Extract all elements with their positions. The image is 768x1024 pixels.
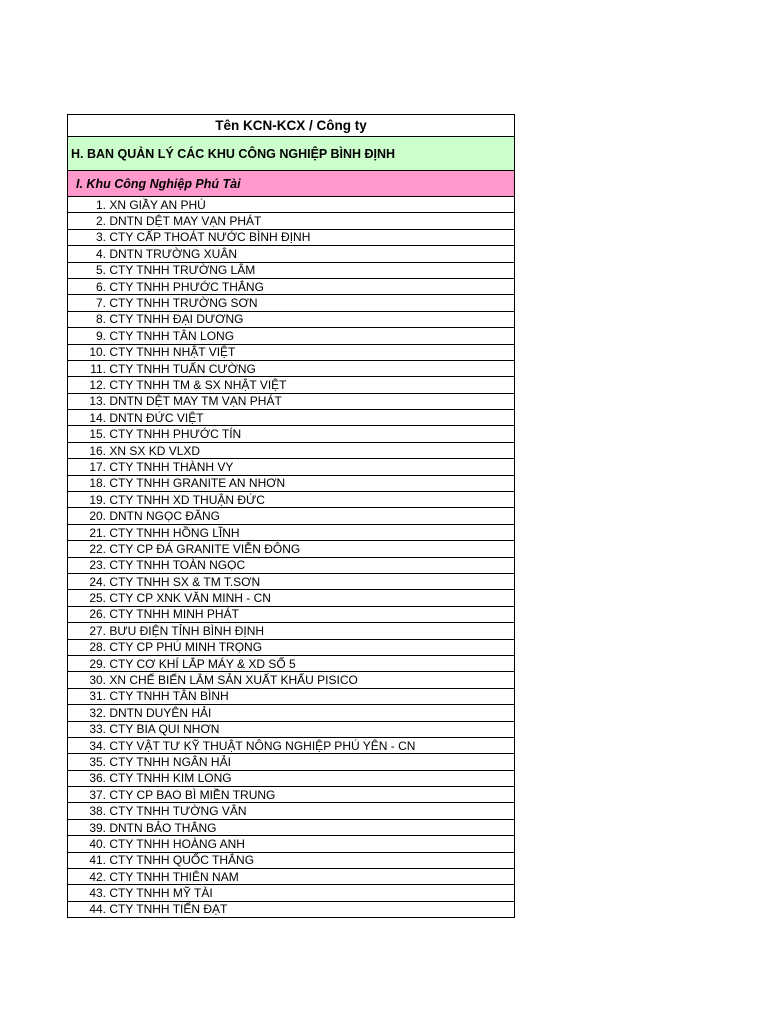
row-number: 22. (89, 541, 106, 556)
table-row (68, 590, 515, 606)
table-row (68, 754, 515, 770)
company-name: CTY CP PHÚ MINH TRỌNG (109, 640, 263, 655)
row-number: 11. (90, 361, 106, 376)
table-row (68, 672, 515, 688)
row-number: 1. (95, 197, 106, 212)
row-number: 18. (89, 476, 106, 491)
row-number: 23. (89, 558, 106, 573)
company-cell[interactable] (68, 655, 515, 671)
table-row (68, 705, 515, 721)
row-number: 33. (89, 722, 106, 737)
header-row (68, 115, 515, 137)
row-number: 8. (95, 312, 106, 327)
company-cell[interactable] (68, 459, 515, 475)
table-row (68, 229, 515, 245)
row-number: 26. (89, 607, 106, 622)
row-number: 9. (95, 328, 106, 343)
company-cell[interactable] (68, 590, 515, 606)
row-number: 31. (89, 689, 106, 704)
row-number: 38. (89, 804, 106, 819)
table-row (68, 787, 515, 803)
company-name: CTY CẤP THOÁT NƯỚC BÌNH ĐỊNH (109, 230, 311, 245)
row-number: 20. (89, 509, 106, 524)
company-cell[interactable] (68, 754, 515, 770)
company-cell[interactable] (68, 524, 515, 540)
company-cell[interactable] (68, 541, 515, 557)
company-name: CTY TNHH SX & TM T.SƠN (109, 574, 261, 589)
company-cell[interactable] (68, 787, 515, 803)
company-name: CTY TNHH TIẾN ĐẠT (109, 902, 228, 917)
table-row (68, 492, 515, 508)
row-number: 24. (89, 574, 106, 589)
spreadsheet (67, 114, 515, 918)
company-name: CTY TNHH TOÀN NGỌC (109, 558, 246, 573)
company-name: CTY VẬT TƯ KỸ THUẬT NÔNG NGHIỆP PHÚ YÊN - CN (109, 738, 416, 753)
company-name: CTY TNHH XD THUẬN ĐỨC (109, 492, 265, 507)
company-cell[interactable] (68, 901, 515, 917)
company-name: CTY TNHH KIM LONG (109, 771, 232, 786)
company-cell[interactable] (68, 475, 515, 491)
section-label[interactable]: I. Khu Công Nghiệp Phú Tài (68, 171, 515, 197)
table-row (68, 524, 515, 540)
company-name: DNTN BẢO THẮNG (109, 820, 217, 835)
company-cell[interactable] (68, 278, 515, 294)
company-name: XN SX KD VLXD (109, 443, 201, 458)
company-name: XN GIẦY AN PHÚ (109, 197, 206, 212)
company-cell[interactable] (68, 328, 515, 344)
company-name: CTY TNHH TM & SX NHẬT VIỆT (109, 377, 287, 392)
table-row (68, 655, 515, 671)
company-name: CTY TNHH TRƯỜNG LÂM (109, 263, 256, 278)
company-cell[interactable] (68, 672, 515, 688)
company-name: CTY CP XNK VĂN MINH - CN (109, 591, 271, 606)
table-row (68, 573, 515, 589)
section-row (68, 171, 515, 197)
company-name: XN CHẾ BIẾN LÂM SẢN XUẤT KHẨU PISICO (109, 673, 358, 688)
table-row (68, 377, 515, 393)
company-name: CTY CP BAO BÌ MIỀN TRUNG (109, 787, 276, 802)
company-name: CTY TNHH NGÂN HẢI (109, 754, 231, 769)
table-row (68, 819, 515, 835)
company-name: DNTN TRƯỜNG XUÂN (109, 246, 237, 261)
row-number: 35. (89, 754, 106, 769)
company-cell[interactable] (68, 508, 515, 524)
company-cell[interactable] (68, 393, 515, 409)
company-name: CTY TNHH ĐẠI DƯƠNG (109, 312, 244, 327)
row-number: 42. (89, 869, 106, 884)
table-row (68, 459, 515, 475)
row-number: 16. (89, 443, 106, 458)
row-number: 2. (95, 214, 106, 229)
table-row (68, 311, 515, 327)
row-number: 37. (89, 787, 106, 802)
company-name: CTY CP ĐÁ GRANITE VIỄN ĐÔNG (109, 541, 301, 556)
company-name: CTY TNHH TRƯỜNG SƠN (109, 296, 258, 311)
table-row (68, 852, 515, 868)
row-number: 4. (95, 246, 106, 261)
company-name: CTY TNHH TÂN BÌNH (109, 689, 229, 704)
company-cell[interactable] (68, 705, 515, 721)
company-cell[interactable] (68, 836, 515, 852)
row-number: 6. (95, 279, 106, 294)
company-cell[interactable] (68, 737, 515, 753)
company-cell[interactable] (68, 721, 515, 737)
company-cell[interactable] (68, 311, 515, 327)
company-name: CTY TNHH PHƯỚC THẮNG (109, 279, 264, 294)
company-name: CTY TNHH HỒNG LĨNH (109, 525, 240, 540)
company-name: CTY TNHH PHƯỚC TÍN (109, 427, 242, 442)
table-row (68, 442, 515, 458)
company-cell[interactable] (68, 639, 515, 655)
row-number: 34. (89, 738, 106, 753)
row-number: 29. (89, 656, 106, 671)
table-row (68, 508, 515, 524)
company-name: CTY CƠ KHÍ LẮP MÁY & XD SỐ 5 (109, 656, 296, 671)
row-number: 5. (95, 263, 106, 278)
table-row (68, 770, 515, 786)
company-name: CTY TNHH TÂN LONG (109, 328, 235, 343)
table-row (68, 328, 515, 344)
company-cell[interactable] (68, 852, 515, 868)
company-cell[interactable] (68, 442, 515, 458)
company-table (67, 114, 515, 918)
company-cell[interactable] (68, 426, 515, 442)
table-row (68, 213, 515, 229)
company-name: DNTN DỆT MAY TM VẠN PHÁT (109, 394, 282, 409)
company-name: CTY TNHH THÀNH VY (109, 459, 234, 474)
table-row (68, 197, 515, 213)
company-cell[interactable] (68, 573, 515, 589)
group-label[interactable]: H. BAN QUẢN LÝ CÁC KHU CÔNG NGHIỆP BÌNH ĐỊNH (68, 137, 515, 171)
table-row (68, 606, 515, 622)
company-cell[interactable] (68, 229, 515, 245)
table-row (68, 688, 515, 704)
table-row (68, 295, 515, 311)
company-name: CTY TNHH NHẬT VIỆT (109, 345, 236, 360)
table-row (68, 541, 515, 557)
row-number: 14. (89, 410, 106, 425)
table-row (68, 360, 515, 376)
column-header[interactable]: Tên KCN-KCX / Công ty (68, 115, 515, 137)
table-row (68, 901, 515, 917)
row-number: 32. (89, 705, 106, 720)
table-row (68, 623, 515, 639)
row-number: 36. (89, 771, 106, 786)
company-name: CTY TNHH QUỐC THẮNG (109, 853, 255, 868)
company-cell[interactable] (68, 606, 515, 622)
company-cell[interactable] (68, 360, 515, 376)
company-cell[interactable] (68, 623, 515, 639)
table-row (68, 344, 515, 360)
company-name: DNTN DUYÊN HẢI (109, 705, 212, 720)
group-row (68, 137, 515, 171)
table-row (68, 885, 515, 901)
row-number: 15. (89, 427, 106, 442)
row-number: 19. (89, 492, 106, 507)
company-name: CTY TNHH TUẤN CƯỜNG (109, 361, 256, 376)
company-cell[interactable] (68, 770, 515, 786)
row-number: 12. (89, 377, 106, 392)
table-row (68, 410, 515, 426)
company-cell[interactable] (68, 197, 515, 213)
company-cell[interactable] (68, 246, 515, 262)
table-row (68, 836, 515, 852)
row-number: 41. (89, 853, 106, 868)
company-name: CTY TNHH MINH PHÁT (109, 607, 239, 622)
row-number: 43. (89, 886, 106, 901)
row-number: 44. (89, 902, 106, 917)
row-number: 28. (89, 640, 106, 655)
table-row (68, 426, 515, 442)
table-row (68, 869, 515, 885)
row-number: 13. (89, 394, 106, 409)
company-cell[interactable] (68, 688, 515, 704)
company-cell[interactable] (68, 377, 515, 393)
table-row (68, 475, 515, 491)
row-number: 39. (89, 820, 106, 835)
table-row (68, 639, 515, 655)
table-row (68, 262, 515, 278)
company-name: DNTN NGỌC ĐĂNG (109, 509, 221, 524)
company-cell[interactable] (68, 803, 515, 819)
company-name: DNTN ĐỨC VIỆT (109, 410, 204, 425)
company-name: CTY TNHH THIÊN NAM (109, 869, 239, 884)
company-name: CTY TNHH MỸ TÀI (109, 886, 213, 901)
table-row (68, 737, 515, 753)
company-cell[interactable] (68, 262, 515, 278)
company-cell[interactable] (68, 869, 515, 885)
company-name: DNTN DỆT MAY VẠN PHÁT (109, 214, 262, 229)
company-cell[interactable] (68, 885, 515, 901)
row-number: 3. (95, 230, 106, 245)
company-name: CTY TNHH TƯỜNG VÂN (109, 804, 247, 819)
company-cell[interactable] (68, 213, 515, 229)
row-number: 25. (89, 591, 106, 606)
company-name: CTY TNHH GRANITE AN NHƠN (109, 476, 286, 491)
table-row (68, 557, 515, 573)
company-cell[interactable] (68, 819, 515, 835)
row-number: 7. (95, 296, 106, 311)
company-cell[interactable] (68, 295, 515, 311)
table-row (68, 721, 515, 737)
row-number: 27. (89, 623, 106, 638)
company-cell[interactable] (68, 492, 515, 508)
row-number: 40. (89, 836, 106, 851)
row-number: 10. (89, 345, 106, 360)
row-number: 21. (89, 525, 106, 540)
row-number: 30. (89, 673, 106, 688)
company-name: BƯU ĐIỆN TỈNH BÌNH ĐỊNH (109, 623, 265, 638)
company-cell[interactable] (68, 410, 515, 426)
table-row (68, 803, 515, 819)
company-cell[interactable] (68, 557, 515, 573)
table-row (68, 278, 515, 294)
table-row (68, 393, 515, 409)
company-name: CTY TNHH HOÀNG ANH (109, 836, 245, 851)
company-name: CTY BIA QUI NHƠN (109, 722, 220, 737)
company-cell[interactable] (68, 344, 515, 360)
table-row (68, 246, 515, 262)
row-number: 17. (89, 459, 106, 474)
